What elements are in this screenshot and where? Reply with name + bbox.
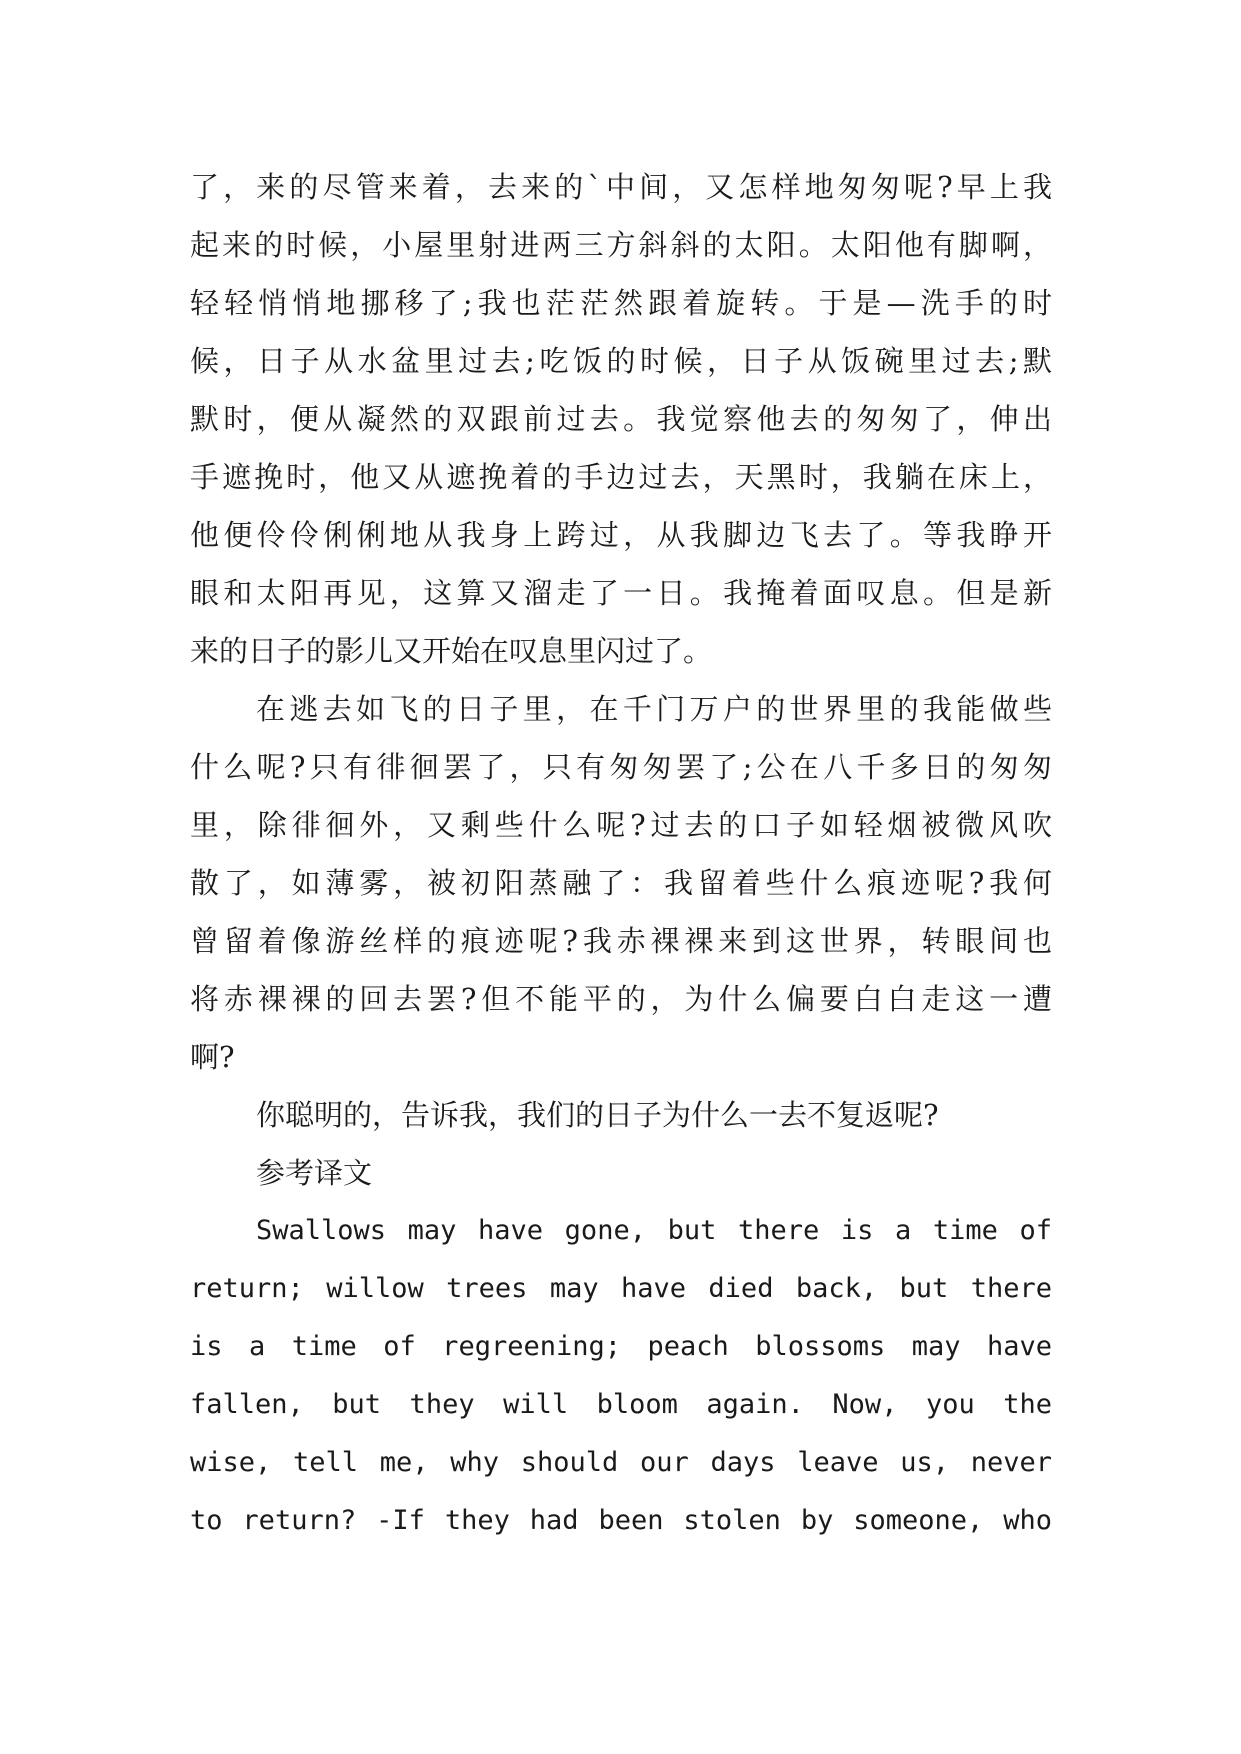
text-line: 你聪明的，告诉我，我们的日子为什么一去不复返呢?: [256, 1098, 939, 1132]
text-line: return; willow trees may have died back, but there: [190, 1273, 1052, 1304]
text-line: 曾留着像游丝样的痕迹呢?我赤裸裸来到这世界，转眼间也: [190, 924, 1052, 958]
paragraph-4: [190, 1202, 1052, 1550]
text-line: 了，来的尽管来着，去来的`中间，又怎样地匆匆呢?早上我: [190, 170, 1052, 204]
text-line: 里，除徘徊外，又剩些什么呢?过去的口子如轻烟被微风吹: [190, 808, 1052, 842]
text-line: 候，日子从水盆里过去;吃饭的时候，日子从饭碗里过去;默: [190, 344, 1052, 378]
text-line: 轻轻悄悄地挪移了;我也茫茫然跟着旋转。于是—洗手的时: [190, 286, 1052, 320]
text-line: to return? -If they had been stolen by someone, who: [190, 1505, 1052, 1536]
text-line: 默时，便从凝然的双跟前过去。我觉察他去的匆匆了，伸出: [190, 402, 1052, 436]
text-line: 眼和太阳再见，这算又溜走了一日。我掩着面叹息。但是新: [190, 576, 1052, 610]
text-line: 起来的时候，小屋里射进两三方斜斜的太阳。太阳他有脚啊，: [190, 228, 1052, 262]
text-line: 将赤裸裸的回去罢?但不能平的，为什么偏要白白走这一遭: [190, 982, 1052, 1016]
text-line: Swallows may have gone, but there is a time of: [256, 1215, 1052, 1246]
text-line: 什么呢?只有徘徊罢了，只有匆匆罢了;公在八千多日的匆匆: [190, 750, 1052, 784]
paragraph-3: [190, 1086, 1052, 1144]
text-line: 手遮挽时，他又从遮挽着的手边过去，天黑时，我躺在床上，: [190, 460, 1052, 494]
text-line: 散了，如薄雾，被初阳蒸融了：我留着些什么痕迹呢?我何: [190, 866, 1052, 900]
paragraph-2: [190, 680, 1052, 1086]
paragraph-1: [190, 158, 1052, 680]
text-line: 在逃去如飞的日子里，在千门万户的世界里的我能做些: [256, 692, 1052, 726]
section-heading: [190, 1144, 1052, 1202]
text-line: 来的日子的影儿又开始在叹息里闪过了。: [190, 634, 713, 668]
text-line: wise, tell me, why should our days leave us, never: [190, 1447, 1052, 1478]
text-line: 啊?: [190, 1040, 235, 1074]
heading-text: 参考译文: [256, 1156, 373, 1190]
text-line: is a time of regreening; peach blossoms may have: [190, 1331, 1052, 1362]
text-line: fallen, but they will bloom again. Now, you the: [190, 1389, 1052, 1420]
text-line: 他便伶伶俐俐地从我身上跨过，从我脚边飞去了。等我睁开: [190, 518, 1052, 552]
document-page: [190, 158, 1052, 1550]
